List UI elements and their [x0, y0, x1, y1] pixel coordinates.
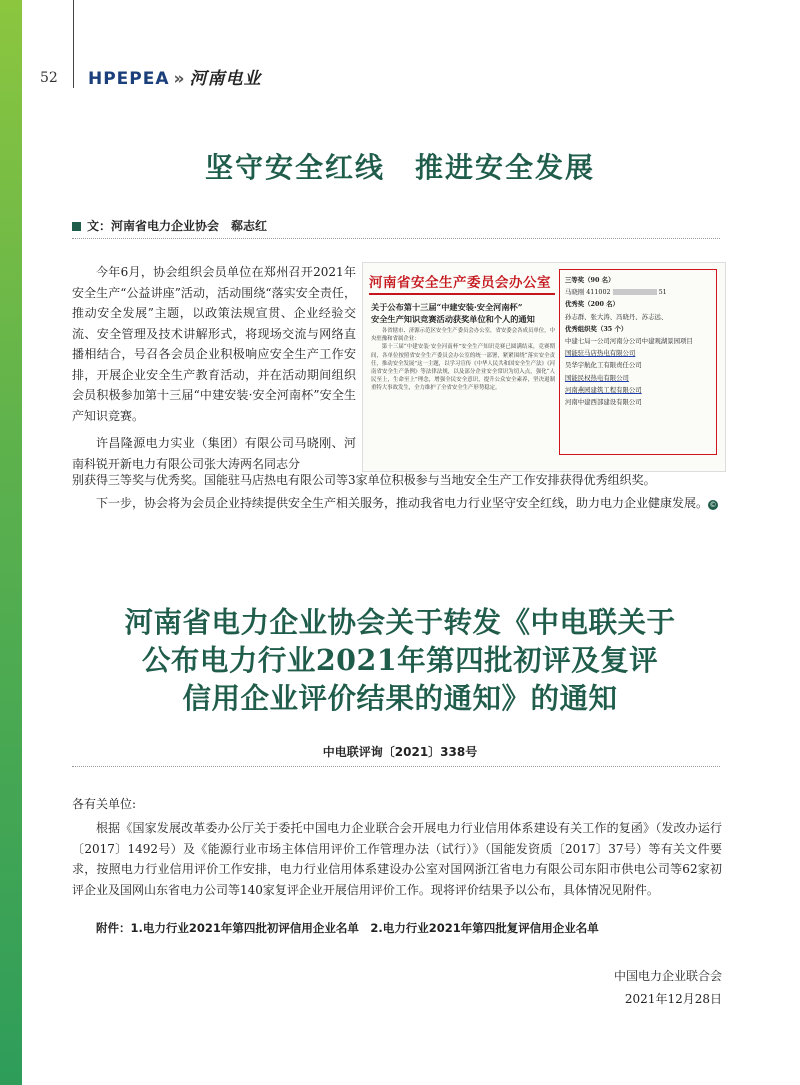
third-prize-winner [565, 286, 711, 298]
notice-title-line-2: 公布电力行业2021年第四批初评及复评 [141, 643, 659, 677]
end-mark-icon: © [709, 501, 717, 509]
salutation: 各有关单位: [72, 797, 137, 811]
excellence-award-label: 优秀奖（200 名） [565, 300, 619, 309]
excellence-award-names: 孙志群、张大涛、冯晓丹、苏志远、 [565, 312, 668, 321]
award-list-box [559, 269, 717, 455]
award-notice-image [362, 262, 726, 472]
notice-image-body [371, 327, 555, 393]
third-prize-winner-id-start: 马晓刚 411002 [565, 288, 611, 297]
attachment-list: 附件：1.电力行业2021年第四批初评信用企业名单 2.电力行业2021年第四批复评信用企业名单 [96, 921, 599, 935]
byline [72, 217, 267, 234]
document-number-divider [72, 766, 720, 767]
magazine-name: 河南电业 [189, 69, 262, 89]
issuer-signature: 中国电力企业联合会 [613, 969, 722, 983]
notice-body: 根据《国家发展改革委办公厅关于委托中国电力企业联合会开展电力行业信用体系建设有关工作的复函》（发改办运行〔2017〕1492号）及《能源行业市场主体信用评价工作管理办法（试行）》（国能发资质〔2017〕37号）等有关文件要求，按照电力行业信用评价工作安排，电力行业信用体系建设办公室对国网浙江省电力有限公司东阳市供电公司等62家初评企业及国网山东省电力公司等140家复评企业开展信用评价工作。现将评价结果予以公布，具体情况见附件。 [72, 821, 722, 897]
header-divider [73, 0, 74, 88]
article-paragraph-2-continued: 别获得三等奖与优秀奖。国能驻马店热电有限公司等3家单位积极参与当地安全生产工作安排获得优秀组织奖。 [72, 473, 656, 487]
logo-text: HPEPEA [88, 69, 170, 89]
document-number: 中电联评询〔2021〕338号 [322, 745, 478, 759]
logo-separator: » [173, 69, 186, 89]
organization-award-item: 国能民权热电有限公司 [565, 373, 629, 382]
notice-image-addressee: 各省辖市、济源示范区安全生产委员会办公室，省安委会各成员单位，中央驻豫和省属企业： [371, 328, 555, 343]
notice-image-paragraph: 第十三届“中建安装·安全河南杯”安全生产知识竞赛已圆满结束，竞赛期间，各单位按照省安全生产委员会办公室的统一部署，紧紧围绕“落实安全责任，推动安全发展”这一主题，以学习宣传《中华人民共和国安全生产法》《河南省安全生产条例》等法律法规，以及部分企业安全常识为切入点，强化“人民至上，生命至上”理念，增强全民安全意识，提升公众安全素养，坚决遏制重特大事故发生，全力维护了全省安全生产形势稳定。 [371, 344, 555, 392]
notice-title [0, 603, 800, 717]
magazine-logo [88, 64, 262, 89]
third-prize-winner-id-end: 51 [658, 288, 667, 297]
byline-divider [72, 238, 720, 239]
article-paragraph-2: 许昌隆源电力实业（集团）有限公司马晓刚、河南科锐开新电力有限公司张大涛两名同志分 [72, 436, 356, 471]
organization-award-item: 中建七局一公司河南分公司中建观湖景园项目 [565, 337, 693, 346]
byline-text: 文：河南省电力企业协会 郗志红 [87, 219, 268, 233]
issue-date: 2021年12月28日 [624, 992, 722, 1006]
notice-image-title-line-2: 安全生产知识竞赛活动获奖单位和个人的通知 [371, 314, 535, 324]
third-prize-label: 三等奖（90 名） [565, 276, 615, 284]
page-number: 52 [40, 70, 58, 86]
notice-image-title [371, 301, 555, 325]
notice-image-red-rule [369, 293, 555, 295]
organization-award-label: 优秀组织奖（35 个） [565, 324, 628, 333]
notice-title-line-3: 信用企业评价结果的通知》的通知 [182, 681, 618, 715]
organization-award-item: 河南中建西部建设有限公司 [565, 398, 642, 407]
article-paragraph-3-text: 下一步，协会将为会员企业持续提供安全生产相关服务，推动我省电力行业坚守安全红线，助力电力企业健康发展。 [96, 496, 709, 510]
redacted-block [613, 289, 657, 295]
organization-award-item: 昊华宇航化工有限责任公司 [565, 361, 642, 370]
notice-image-header: 河南省安全生产委员会办公室 [369, 275, 551, 291]
article-paragraph-1: 今年6月，协会组织会员单位在郑州召开2021年安全生产“公益讲座”活动，活动围绕“落实安全责任，推动安全发展”主题，以政策法规宣贯、企业经验交流、安全管理及技术讲解形式，将现场交流与网络直播相结合，号召各会员企业积极响应安全生产工作安排，开展企业安全生产教育活动，并在活动期间组织会员积极参加第十三届“中建安装·安全河南杯”安全生产知识竞赛。 [72, 265, 356, 423]
article-paragraph-3 [72, 493, 722, 514]
article-title: 坚守安全红线 推进安全发展 [204, 151, 595, 184]
organization-award-item: 河南燕园建筑工程有限公司 [565, 385, 642, 394]
notice-title-line-1: 河南省电力企业协会关于转发《中电联关于 [124, 605, 676, 639]
organization-award-item: 国能驻马店热电有限公司 [565, 349, 636, 358]
byline-square-icon [72, 222, 81, 231]
notice-image-title-line-1: 关于公布第十三届“中建安装·安全河南杯” [371, 302, 523, 312]
